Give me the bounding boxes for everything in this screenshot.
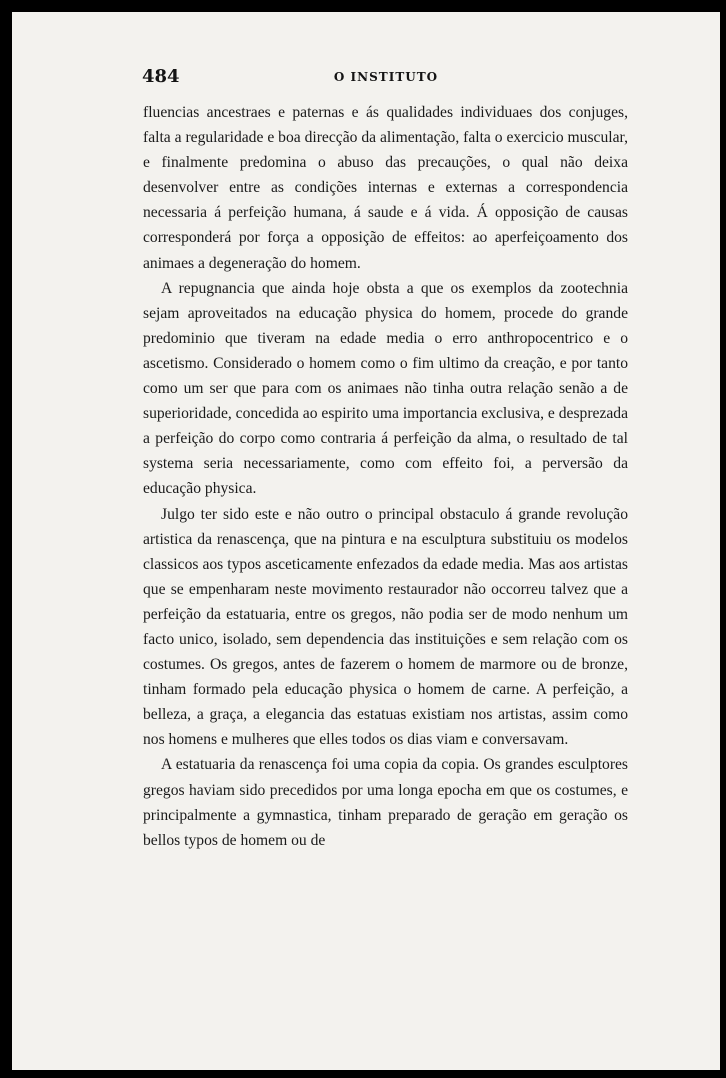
- page-number: 484: [142, 66, 180, 87]
- paragraph-continued: fluencias ancestraes e paternas e ás qualidades individuaes dos conjuges, falta a regularidade e boa direcção da alimentação, falta o exercicio muscular, e finalmente predomina o abuso das precauções, o qual não deixa desenvolver entre as condições internas e externas a correspondencia necessaria á perfeição humana, á saude e á vida. Á opposição de causas corresponderá por força a opposição de effeitos: ao aperfeiçoamento dos animaes a degeneração do homem.: [143, 104, 628, 272]
- paragraph: A estatuaria da renascença foi uma copia da copia. Os grandes esculptores gregos haviam sido precedidos por uma longa epocha em que os costumes, e principalmente a gymnastica, tinham preparado de geração em geração os bellos typos de homem ou de: [143, 756, 628, 849]
- page-header: [142, 66, 630, 88]
- body-text: [143, 100, 628, 853]
- paragraph: Julgo ter sido este e não outro o principal obstaculo á grande revolução artistica da renascença, que na pintura e na esculptura substituiu os modelos classicos aos typos asceticamente enfezados da edade media. Mas aos artistas que se empenharam neste movimento restaurador não occorreu talvez que a perfeição da estatuaria, entre os gregos, não podia ser de modo nenhum um facto unico, isolado, sem dependencia das instituições e sem relação com os costumes. Os gregos, antes de fazerem o homem de marmore ou de bronze, tinham formado pela educação physica o homem de carne. A perfeição, a belleza, a graça, a elegancia das estatuas existiam nos artistas, assim como nos homens e mulheres que elles todos os dias viam e conversavam.: [143, 505, 628, 749]
- running-title: O INSTITUTO: [333, 70, 439, 84]
- paragraph: A repugnancia que ainda hoje obsta a que os exemplos da zootechnia sejam aproveitados na educação physica do homem, procede do grande predominio que tiveram na edade media o erro anthropocentrico e o ascetismo. Considerado o homem como o fim ultimo da creação, e por tanto como um ser que para com os animaes não tinha outra relação senão a de superioridade, concedida ao espirito uma importancia exclusiva, e desprezada a perfeição do corpo como contraria á perfeição da alma, o resultado de tal systema seria necessariamente, como com effeito foi, a perversão da educação physica.: [143, 279, 628, 498]
